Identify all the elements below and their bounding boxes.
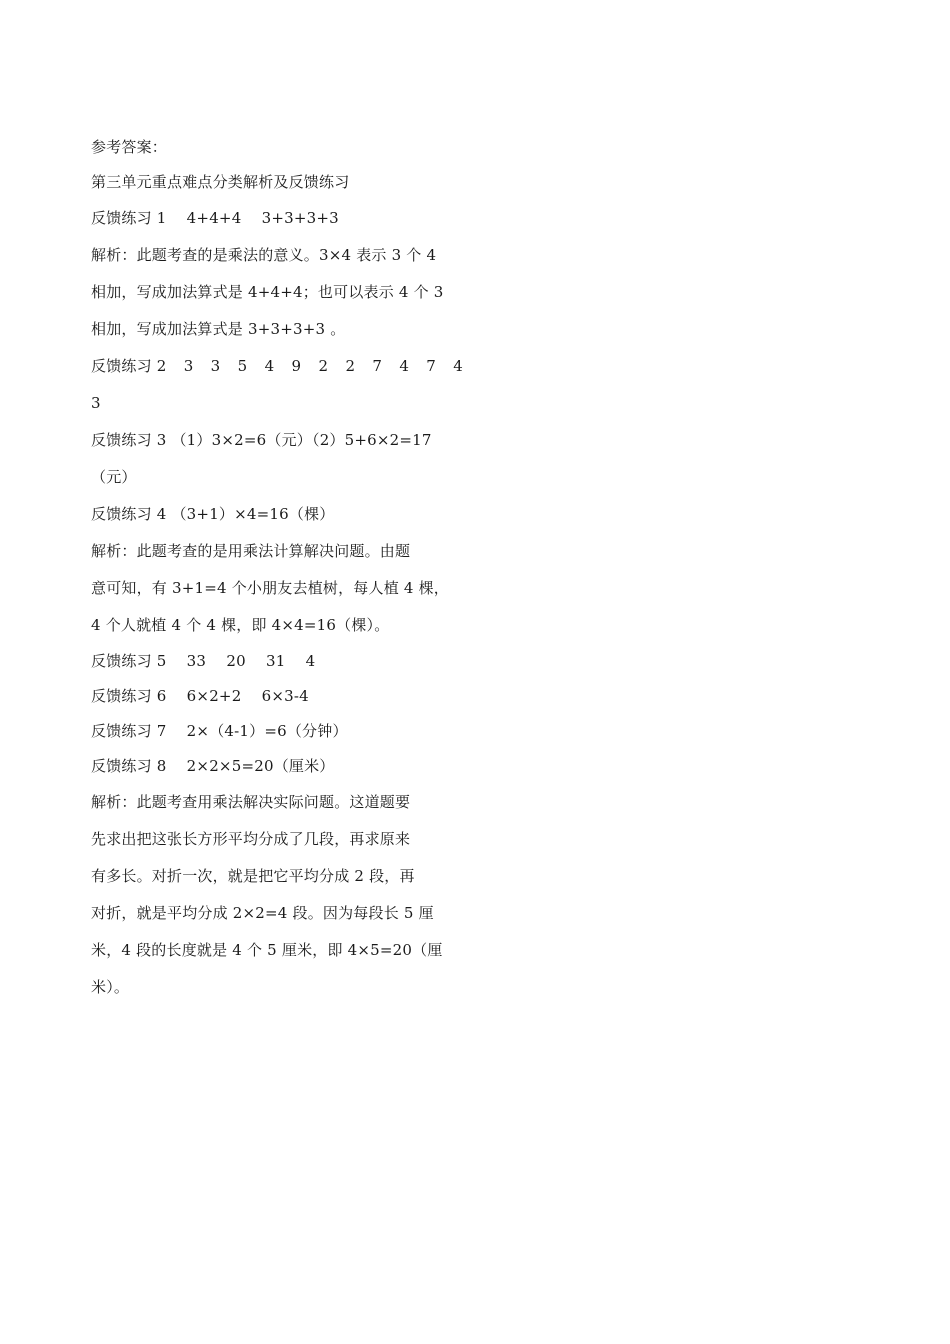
exercise-1-analysis-line: 相加，写成加法算式是 3+3+3+3 。 [91, 320, 346, 338]
exercise-2-value: 3 [183, 357, 194, 375]
exercise-2-value: 4 [399, 357, 410, 375]
exercise-5-answer: 反馈练习 5 33 20 31 4 [91, 652, 316, 670]
exercise-2-answer [91, 348, 463, 385]
exercise-8-analysis-line: 米）。 [91, 978, 130, 996]
exercise-8-analysis-line: 米，4 段的长度就是 4 个 5 厘米，即 4×5=20（厘 [91, 941, 443, 959]
exercise-4-analysis-line: 解析：此题考查的是用乘法计算解决问题。由题 [91, 542, 411, 560]
exercise-4-answer: 反馈练习 4 （3+1）×4=16（棵） [91, 505, 335, 523]
answers-heading: 参考答案： [91, 138, 168, 156]
exercise-1-analysis-line: 解析：此题考查的是乘法的意义。3×4 表示 3 个 4 [91, 246, 437, 264]
exercise-3-answer-cont: （元） [91, 468, 137, 486]
exercise-8-analysis-line: 解析：此题考查用乘法解决实际问题。这道题要 [91, 793, 411, 811]
exercise-2-answer-tail: 3 [91, 394, 101, 412]
exercise-8-analysis-line: 先求出把这张长方形平均分成了几段，再求原来 [91, 830, 411, 848]
exercise-2-value: 3 [210, 357, 221, 375]
exercise-8-analysis-line: 有多长。对折一次，就是把它平均分成 2 段，再 [91, 867, 415, 885]
exercise-2-value: 7 [426, 357, 437, 375]
exercise-7-answer: 反馈练习 7 2×（4-1）=6（分钟） [91, 722, 348, 740]
exercise-1-answer: 反馈练习 1 4+4+4 3+3+3+3 [91, 209, 339, 227]
exercise-2-value: 7 [372, 357, 383, 375]
exercise-4-analysis-line: 4 个人就植 4 个 4 棵，即 4×4=16（棵）。 [91, 616, 390, 634]
exercise-1-analysis-line: 相加，写成加法算式是 4+4+4；也可以表示 4 个 3 [91, 283, 444, 301]
exercise-6-answer: 反馈练习 6 6×2+2 6×3-4 [91, 687, 309, 705]
exercise-2-value: 2 [318, 357, 329, 375]
section-title: 第三单元重点难点分类解析及反馈练习 [91, 173, 350, 191]
exercise-2-label: 反馈练习 2 [91, 357, 167, 375]
exercise-4-analysis-line: 意可知，有 3+1=4 个小朋友去植树，每人植 4 棵， [91, 579, 449, 597]
exercise-2-value: 2 [345, 357, 356, 375]
answer-content [91, 130, 463, 1006]
exercise-8-answer: 反馈练习 8 2×2×5=20（厘米） [91, 757, 335, 775]
exercise-3-answer: 反馈练习 3 （1）3×2=6（元）（2）5+6×2=17 [91, 431, 432, 449]
exercise-2-value: 9 [291, 357, 302, 375]
exercise-2-value: 4 [264, 357, 275, 375]
exercise-8-analysis-line: 对折，就是平均分成 2×2=4 段。因为每段长 5 厘 [91, 904, 434, 922]
exercise-2-value: 4 [453, 357, 463, 375]
exercise-2-value: 5 [237, 357, 248, 375]
